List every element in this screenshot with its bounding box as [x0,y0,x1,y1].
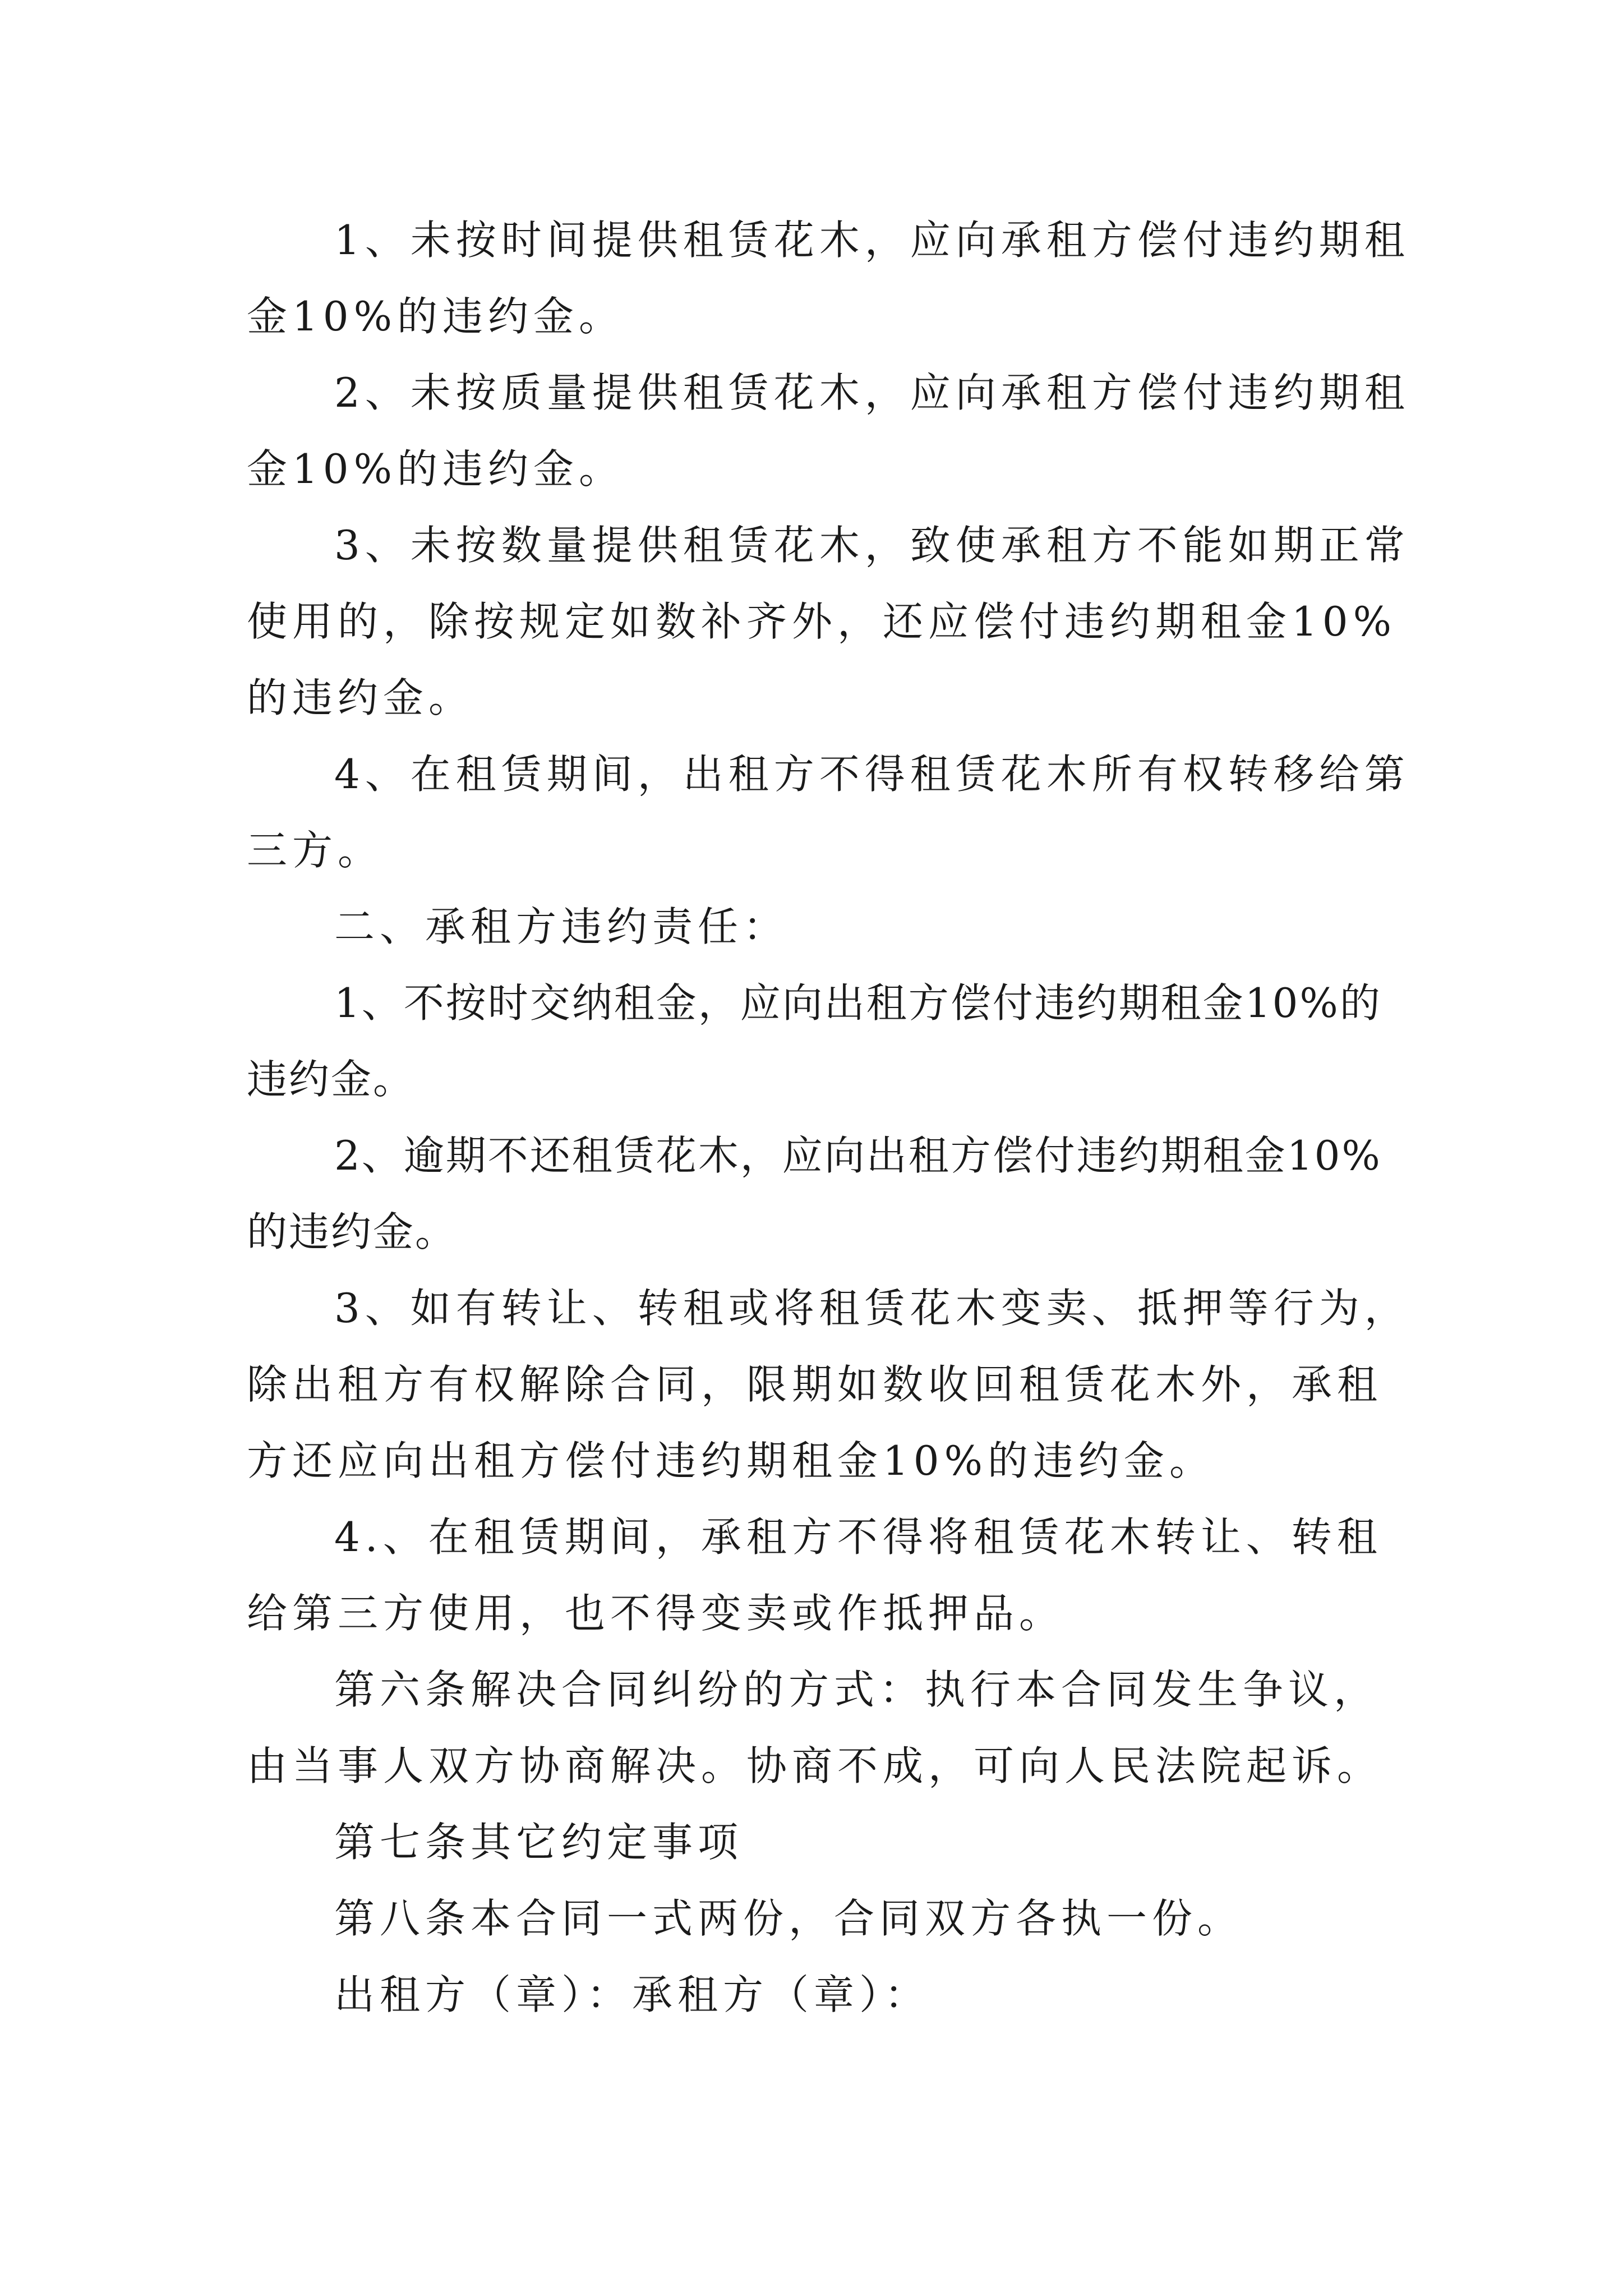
paragraph-lessor-breach-quality: 2、未按质量提供租赁花木，应向承租方偿付违约期租金10%的违约金。 [247,369,1410,493]
article-six-dispute: 第六条解决合同纠纷的方式：执行本合同发生争议，由当事人双方协商解决。协商不成，可向人民法院起诉。 [247,1666,1383,1789]
paragraph-lessee-no-transfer: 4.、在租赁期间，承租方不得将租赁花木转让、转租给第三方使用，也不得变卖或作抵押品。 [247,1513,1382,1637]
section-heading-lessee-breach: 二、承租方违约责任： [334,903,789,950]
paragraph-lessor-ownership-transfer: 4、在租赁期间，出租方不得租赁花木所有权转移给第三方。 [247,751,1410,874]
signature-line: 出租方（章）：承租方（章）： [334,1971,930,2018]
article-seven-other: 第七条其它约定事项 [334,1819,744,1866]
contract-body [247,202,1413,2033]
paragraph-lessor-breach-quantity: 3、未按数量提供租赁花木，致使承租方不能如期正常使用的，除按规定如数补齐外，还应偿付违约期租金10%的违约金。 [247,522,1410,721]
article-eight-copies: 第八条本合同一式两份，合同双方各执一份。 [334,1895,1243,1942]
paragraph-lessor-breach-time: 1、未按时间提供租赁花木，应向承租方偿付违约期租金10%的违约金。 [247,217,1410,340]
paragraph-lessee-overdue-return: 2、逾期不还租赁花木，应向出租方偿付违约期租金10%的违约金。 [247,1132,1382,1255]
paragraph-lessee-sublease: 3、如有转让、转租或将租赁花木变卖、抵押等行为，除出租方有权解除合同，限期如数收回租赁花木外，承租方还应向出租方偿付违约期租金10%的违约金。 [247,1285,1410,1484]
paragraph-lessee-rent-late: 1、不按时交纳租金，应向出租方偿付违约期租金10%的违约金。 [247,979,1382,1103]
